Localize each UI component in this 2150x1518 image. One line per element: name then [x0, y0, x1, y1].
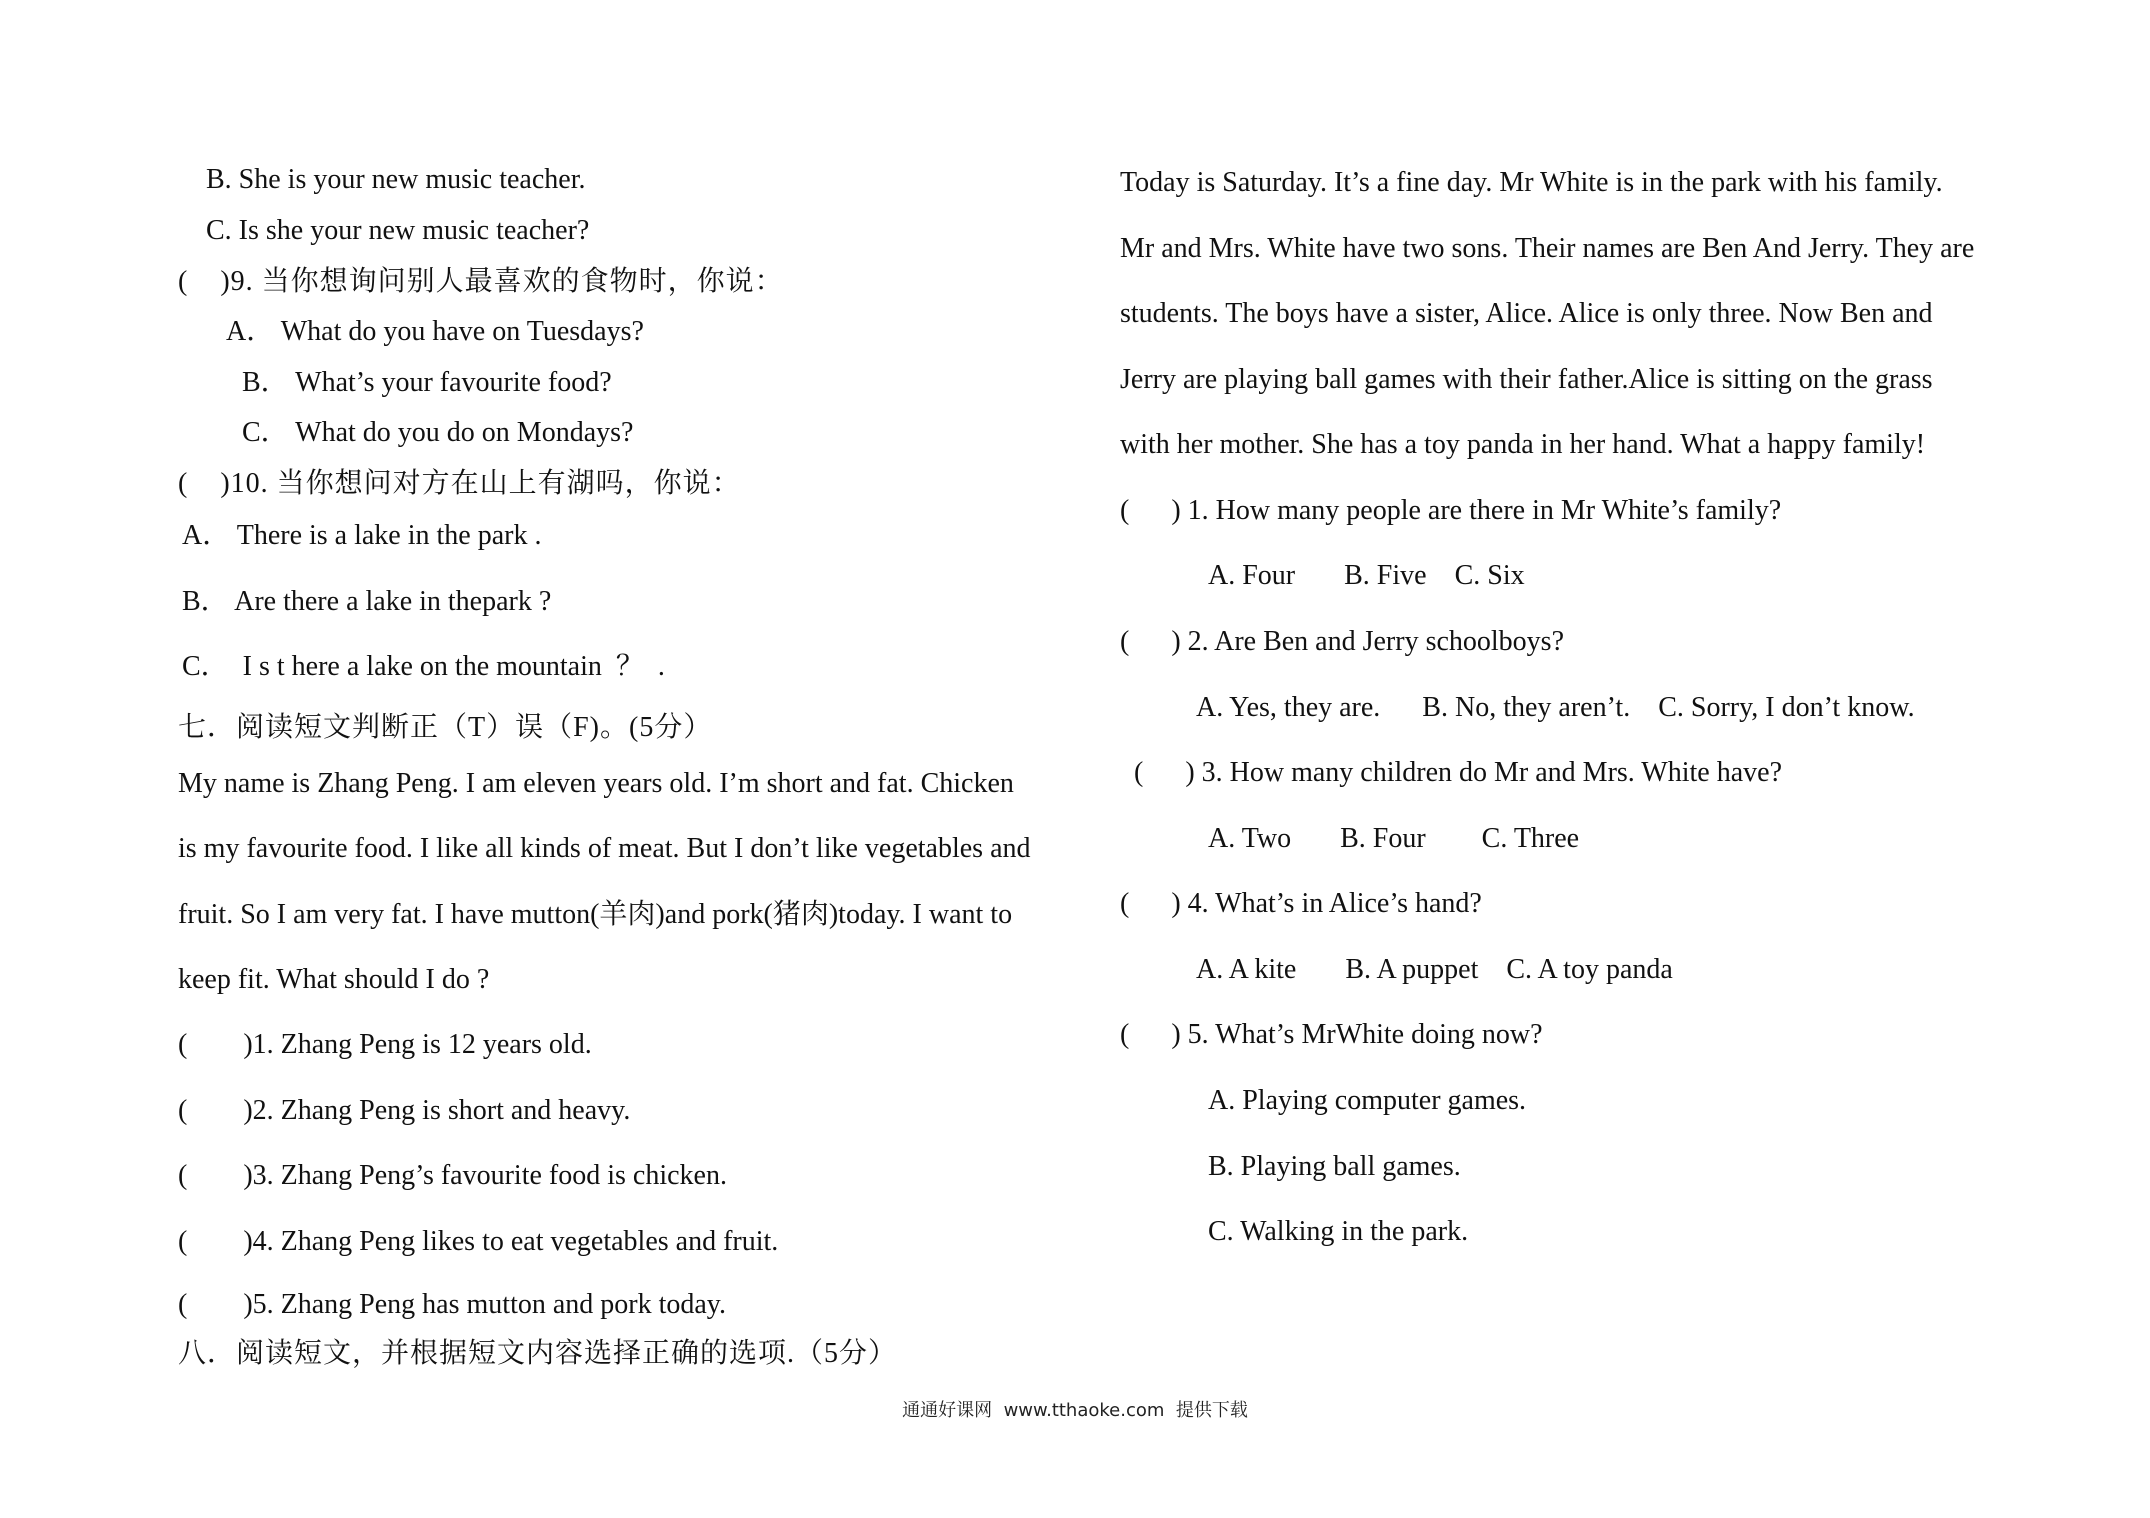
question-3: ( ) 3. How many children do Mr and Mrs. White have? — [1134, 757, 1782, 788]
section8-heading: 八．阅读短文，并根据短文内容选择正确的选项.（5分） — [178, 1338, 898, 1369]
section7-item: ( )1. Zhang Peng is 12 years old. — [178, 1029, 592, 1060]
q10-option-a: A． There is a lake in the park . — [182, 520, 542, 551]
section8-passage-line: Jerry are playing ball games with their father.Alice is sitting on the grass — [1120, 364, 1933, 395]
section8-passage-line: with her mother. She has a toy panda in her hand. What a happy family! — [1120, 429, 1926, 460]
question-2-options: A. Yes, they are. B. No, they aren’t. C. Sorry, I don’t know. — [1196, 692, 1915, 723]
q9-option-c: C． What do you do on Mondays? — [242, 417, 634, 448]
q10-prompt: ( )10. 当你想问对方在山上有湖吗，你说： — [178, 468, 741, 499]
section7-passage-line: keep fit. What should I do ? — [178, 964, 490, 995]
q9-option-b: B． What’s your favourite food? — [242, 367, 612, 398]
q8-option-c: C. Is she your new music teacher? — [206, 215, 590, 246]
section7-item: ( )2. Zhang Peng is short and heavy. — [178, 1095, 631, 1126]
section7-passage-line: fruit. So I am very fat. I have mutton(羊肉)and pork(猪肉)today. I want to — [178, 899, 1013, 930]
section7-passage-line: My name is Zhang Peng. I am eleven years old. I’m short and fat. Chicken — [178, 768, 1014, 799]
q9-option-a: A． What do you have on Tuesdays? — [226, 316, 644, 347]
section8-passage-line: Today is Saturday. It’s a fine day. Mr White is in the park with his family. — [1120, 167, 1943, 198]
question-1: ( ) 1. How many people are there in Mr White’s family? — [1120, 495, 1782, 526]
q8-option-b: B. She is your new music teacher. — [206, 164, 586, 195]
q9-prompt: ( )9. 当你想询问别人最喜欢的食物时，你说： — [178, 266, 784, 297]
question-5-option-b: B. Playing ball games. — [1208, 1151, 1461, 1182]
question-3-options: A. Two B. Four C. Three — [1208, 823, 1580, 854]
section8-passage-line: Mr and Mrs. White have two sons. Their names are Ben And Jerry. They are — [1120, 233, 1975, 264]
question-4-options: A. A kite B. A puppet C. A toy panda — [1196, 954, 1673, 985]
section7-item: ( )3. Zhang Peng’s favourite food is chicken. — [178, 1160, 727, 1191]
question-4: ( ) 4. What’s in Alice’s hand? — [1120, 888, 1482, 919]
question-2: ( ) 2. Are Ben and Jerry schoolboys? — [1120, 626, 1565, 657]
question-5: ( ) 5. What’s MrWhite doing now? — [1120, 1019, 1543, 1050]
section8-passage-line: students. The boys have a sister, Alice. Alice is only three. Now Ben and — [1120, 298, 1933, 329]
section7-item: ( )5. Zhang Peng has mutton and pork today. — [178, 1289, 726, 1320]
section7-item: ( )4. Zhang Peng likes to eat vegetables and fruit. — [178, 1226, 779, 1257]
question-5-option-c: C. Walking in the park. — [1208, 1216, 1469, 1247]
question-5-option-a: A. Playing computer games. — [1208, 1085, 1527, 1116]
section7-passage-line: is my favourite food. I like all kinds of meat. But I don’t like vegetables and — [178, 833, 1031, 864]
q10-option-c: C． I s t here a lake on the mountain ？ . — [182, 651, 665, 682]
question-1-options: A. Four B. Five C. Six — [1208, 560, 1525, 591]
footer-credit: 通通好课网 www.tthaoke.com 提供下载 — [902, 1400, 1248, 1421]
q10-option-b: B． Are there a lake in thepark ? — [182, 586, 552, 617]
section7-heading: 七．阅读短文判断正（T）误（F)。(5分） — [178, 712, 713, 743]
